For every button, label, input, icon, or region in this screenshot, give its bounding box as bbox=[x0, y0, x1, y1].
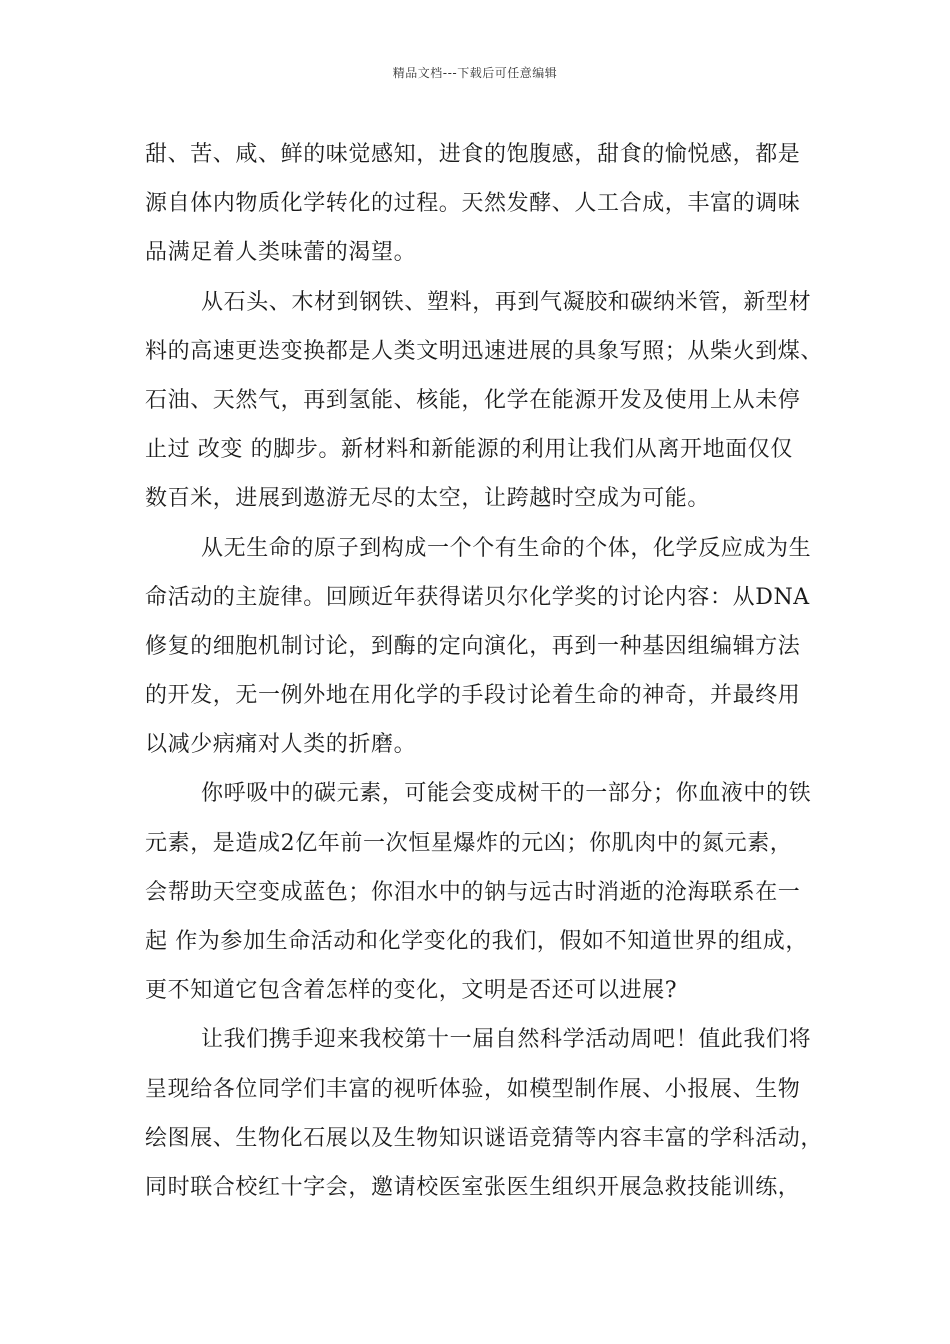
text-line: 的开发，无一例外地在用化学的手段讨论着生命的神奇，并最终用 bbox=[145, 683, 801, 709]
paragraph-first-line: 让我们携手迎来我校第十一届自然科学活动周吧！值此我们将 bbox=[201, 1027, 812, 1053]
page-header: 精品文档---下载后可任意编辑 bbox=[392, 66, 558, 80]
text-line: 源自体内物质化学转化的过程。天然发酵、人工合成，丰富的调味 bbox=[145, 191, 801, 217]
text-line: 数百米，进展到遨游无尽的太空，让跨越时空成为可能。 bbox=[145, 486, 711, 512]
paragraph-first-line: 从无生命的原子到构成一个个有生命的个体，化学反应成为生 bbox=[201, 535, 812, 561]
text-line: 以减少病痛对人类的折磨。 bbox=[145, 732, 417, 758]
document-body bbox=[145, 130, 824, 1212]
text-line: 品满足着人类味蕾的渴望。 bbox=[145, 240, 417, 266]
text-line: 同时联合校红十字会，邀请校医室张医生组织开展急救技能训练， bbox=[145, 1174, 801, 1200]
text-line: 起 作为参加生命活动和化学变化的我们，假如不知道世界的组成， bbox=[145, 929, 808, 954]
paragraph-first-line: 你呼吸中的碳元素，可能会变成树干的一部分；你血液中的铁 bbox=[201, 781, 812, 807]
text-line: 元素，是造成2亿年前一次恒星爆炸的元凶；你肌肉中的氮元素， bbox=[145, 830, 793, 856]
text-line: 甜、苦、咸、鲜的味觉感知，进食的饱腹感，甜食的愉悦感，都是 bbox=[145, 142, 801, 167]
text-line: 石油、天然气，再到氢能、核能，化学在能源开发及使用上从未停 bbox=[145, 387, 801, 413]
text-line: 命活动的主旋律。回顾近年获得诺贝尔化学奖的讨论内容：从DNA bbox=[145, 584, 810, 610]
text-line: 止过 改变 的脚步。新材料和新能源的利用让我们从离开地面仅仅 bbox=[145, 437, 793, 463]
text-line: 呈现给各位同学们丰富的视听体验，如模型制作展、小报展、生物 bbox=[145, 1076, 801, 1102]
text-line: 绘图展、生物化石展以及生物知识谜语竞猜等内容丰富的学科活动， bbox=[145, 1125, 824, 1151]
paragraph-first-line: 从石头、木材到钢铁、塑料，再到气凝胶和碳纳米管，新型材 bbox=[201, 289, 812, 315]
text-line: 修复的细胞机制讨论，到酶的定向演化，再到一种基因组编辑方法 bbox=[145, 633, 801, 659]
text-line: 料的高速更迭变换都是人类文明迅速进展的具象写照；从柴火到煤、 bbox=[145, 338, 824, 364]
text-line: 会帮助天空变成蓝色；你泪水中的钠与远古时消逝的沧海联系在一 bbox=[145, 879, 801, 905]
text-line: 更不知道它包含着怎样的变化，文明是否还可以进展? bbox=[145, 978, 678, 1004]
